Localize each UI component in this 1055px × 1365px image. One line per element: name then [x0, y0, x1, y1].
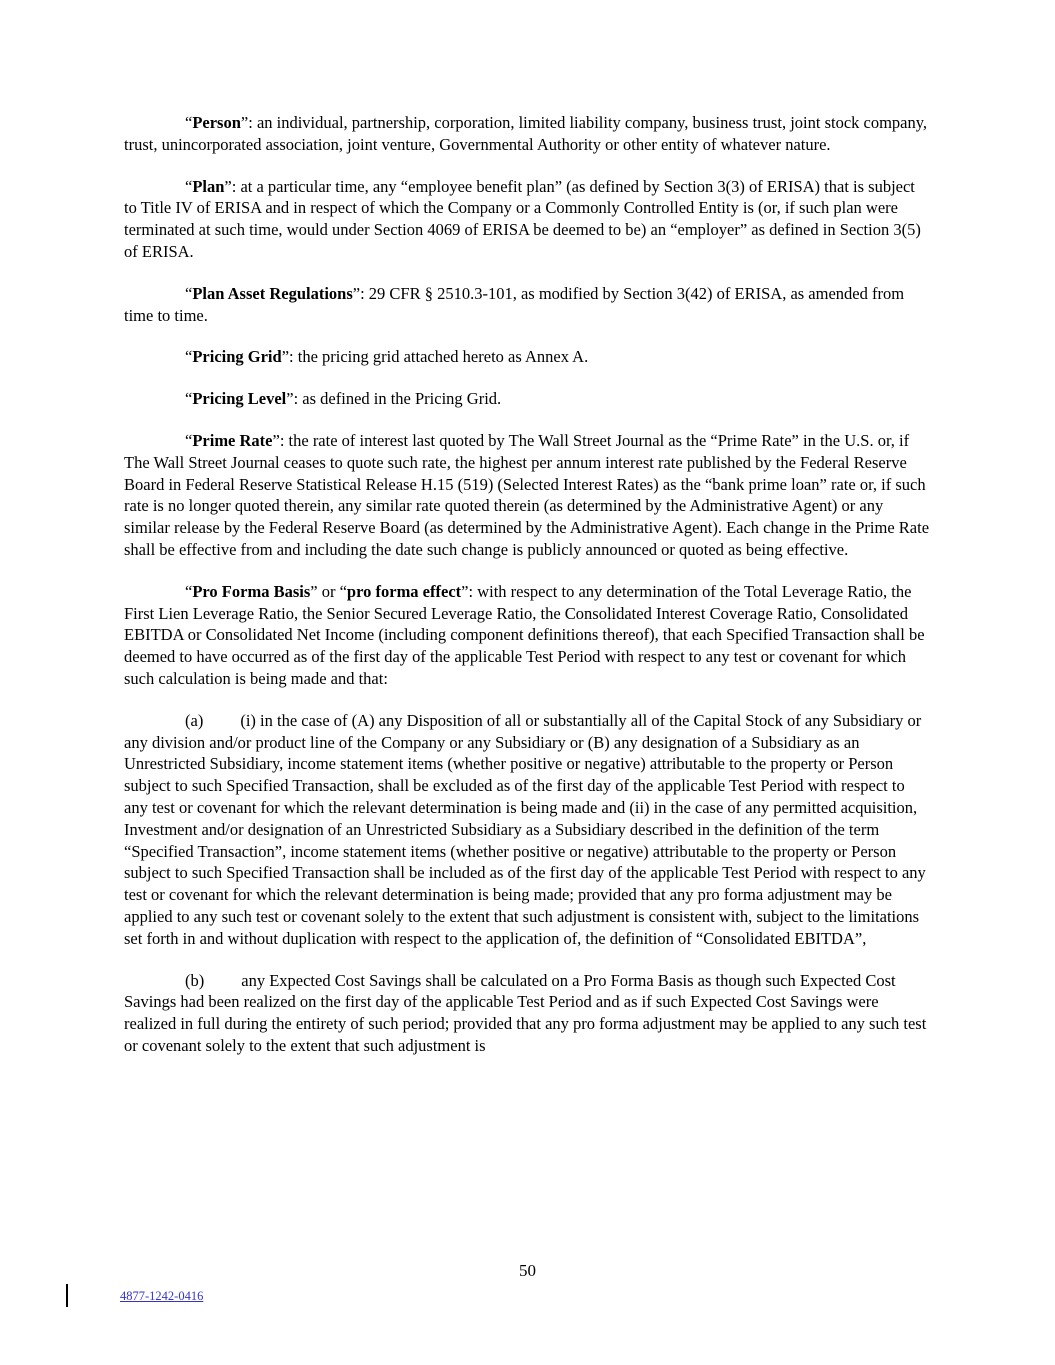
document-body [124, 112, 931, 1077]
definition-text: ”: with respect to any determination of the Total Leverage Ratio, the First Lien Leverage Ratio, the Senior Secured Leverage Ratio, the Consolidated Interest Coverage Ratio, Consolidated EBITDA or Consolidated Net Income (including component definitions thereof), that each Specified Transaction shall be deemed to have occurred as of the first day of the applicable Test Period with respect to any test or covenant for which such calculation is being made and that: [124, 581, 925, 688]
definition-term: Plan Asset Regulations [192, 283, 353, 303]
definition-text: ”: an individual, partnership, corporation, limited liability company, business trust, joint stock company, trust, unincorporated association, joint venture, Governmental Authority or other entity of whatever nature. [124, 113, 928, 154]
definition-text: ”: the pricing grid attached hereto as Annex A. [281, 347, 589, 367]
definition-pricing-level [124, 388, 931, 410]
definition-pricing-grid [124, 346, 931, 368]
definition-pro-forma-basis [124, 581, 931, 690]
clause-label: (b) [185, 970, 205, 990]
definition-term: Pricing Level [192, 389, 287, 409]
open-quote: “ [185, 430, 193, 450]
open-quote: “ [185, 176, 193, 196]
clause-label: (a) [185, 710, 204, 730]
definition-term: Person [192, 113, 241, 132]
definition-text: ”: 29 CFR § 2510.3-101, as modified by Section 3(42) of ERISA, as amended from time to time. [124, 283, 905, 325]
change-bar-icon [66, 1284, 68, 1307]
open-quote: “ [185, 581, 193, 601]
clause-text: any Expected Cost Savings shall be calculated on a Pro Forma Basis as though such Expected Cost Savings had been realized on the first day of the applicable Test Period and as if such Expected Cost Savings were realized in full during the entirety of such period; provided that any pro forma adjustment may be applied to any such test or covenant solely to the extent that such adjustment is [124, 970, 927, 1055]
definition-text: ”: at a particular time, any “employee benefit plan” (as defined by Section 3(3) of ERISA) that is subject to Title IV of ERISA and in respect of which the Company or a Commonly Controlled Entity is (or, if such plan were terminated at such time, would under Section 4069 of ERISA be deemed to be) an “employer” as defined in Section 3(5) of ERISA. [124, 176, 921, 261]
definition-term-alt: pro forma effect [346, 581, 462, 601]
definition-person [124, 112, 931, 156]
document-id-link[interactable]: 4877-1242-0416 [120, 1289, 204, 1303]
definition-plan [124, 176, 931, 263]
definition-term: Prime Rate [192, 430, 273, 450]
page-number: 50 [519, 1261, 536, 1280]
open-quote: “ [185, 347, 193, 367]
definition-plan-asset-regulations [124, 283, 931, 327]
definition-term: Pro Forma Basis [192, 581, 311, 601]
clause-a [124, 710, 931, 950]
definition-term: Plan [192, 176, 225, 196]
definition-term: Pricing Grid [192, 347, 282, 367]
open-quote: “ [185, 113, 193, 132]
definition-text: ”: the rate of interest last quoted by The Wall Street Journal as the “Prime Rate” in the U.S. or, if The Wall Street Journal ceases to quote such rate, the highest per annum interest rate published by the Federal Reserve Board in Federal Reserve Statistical Release H.15 (519) (Selected Interest Rates) as the “bank prime loan” rate or, if such rate is no longer quoted therein, any similar rate quoted therein (as determined by the Administrative Agent) or any similar release by the Federal Reserve Board (as determined by the Administrative Agent). Each change in the Prime Rate shall be effective from and including the date such change is publicly announced or quoted as being effective. [124, 430, 930, 559]
open-quote: “ [185, 389, 193, 409]
definition-text: ”: as defined in the Pricing Grid. [286, 389, 502, 409]
definition-prime-rate [124, 430, 931, 561]
clause-text: (i) in the case of (A) any Disposition of all or substantially all of the Capital Stock of any Subsidiary or any division and/or product line of the Company or any Subsidiary or (B) any designation of a Subsidiary as an Unrestricted Subsidiary, income statement items (whether positive or negative) attributable to the property or Person subject to such Specified Transaction, shall be excluded as of the first day of the applicable Test Period with respect to any test or covenant for which the relevant determination is being made and (ii) in the case of any permitted acquisition, Investment and/or designation of an Unrestricted Subsidiary as a Subsidiary described in the definition of the term “Specified Transaction”, income statement items (whether positive or negative) attributable to the property or Person subject to such Specified Transaction shall be included as of the first day of the applicable Test Period with respect to any test or covenant for which the relevant determination is being made; provided that any pro forma adjustment may be applied to any such test or covenant solely to the extent that such adjustment is consistent with, subject to the limitations set forth in and without duplication with respect to the application of, the definition of “Consolidated EBITDA”, [124, 710, 926, 948]
open-quote: “ [185, 283, 193, 303]
definition-text: ” or “ [310, 581, 347, 601]
clause-b [124, 970, 931, 1057]
